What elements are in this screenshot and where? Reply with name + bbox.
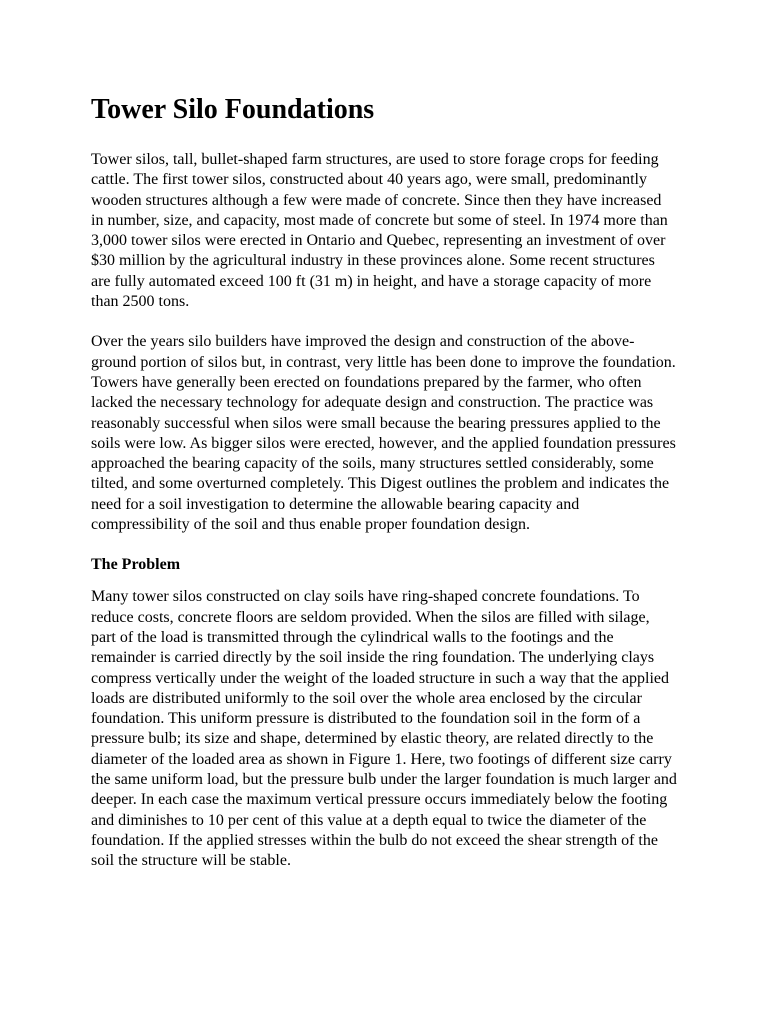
section-heading: The Problem xyxy=(91,556,181,574)
page-title: Tower Silo Foundations xyxy=(91,94,375,125)
background-paragraph: Over the years silo builders have improved the design and construction of the above-ground portion of silos but, in contrast, very little has been done to improve the foundation. Towers have generally been erected on foundations prepared by the farmer, who often lacked the necessary technology for adequate design and construction. The practice was reasonably successful when silos were small because the bearing pressures applied to the soils were low. As bigger silos were erected, however, and the applied foundation pressures approached the bearing capacity of the soils, many structures settled considerably, some tilted, and some overturned completely. This Digest outlines the problem and indicates the need for a soil investigation to determine the allowable bearing capacity and compressibility of the soil and thus enable proper foundation design. xyxy=(91,333,676,534)
problem-paragraph: Many tower silos constructed on clay soils have ring-shaped concrete foundations. To reduce costs, concrete floors are seldom provided. When the silos are filled with silage, part of the load is transmitted through the cylindrical walls to the footings and the remainder is carried directly by the soil inside the ring foundation. The underlying clays compress vertically under the weight of the loaded structure in such a way that the applied loads are distributed uniformly to the soil over the whole area enclosed by the circular foundation. This uniform pressure is distributed to the foundation soil in the form of a pressure bulb; its size and shape, determined by elastic theory, are related directly to the diameter of the loaded area as shown in Figure 1. Here, two footings of different size carry the same uniform load, but the pressure bulb under the larger foundation is much larger and deeper. In each case the maximum vertical pressure occurs immediately below the footing and diminishes to 10 per cent of this value at a depth equal to twice the diameter of the foundation. If the applied stresses within the bulb do not exceed the shear strength of the soil the structure will be stable. xyxy=(91,588,677,870)
intro-paragraph: Tower silos, tall, bullet-shaped farm structures, are used to store forage crops for feeding cattle. The first tower silos, constructed about 40 years ago, were small, predominantly wooden structures although a few were made of concrete. Since then they have increased in number, size, and capacity, most made of concrete but some of steel. In 1974 more than 3,000 tower silos were erected in Ontario and Quebec, representing an investment of over $30 million by the agricultural industry in these provinces alone. Some recent structures are fully automated exceed 100 ft (31 m) in height, and have a storage capacity of more than 2500 tons. xyxy=(91,151,668,311)
document-page xyxy=(91,92,677,892)
